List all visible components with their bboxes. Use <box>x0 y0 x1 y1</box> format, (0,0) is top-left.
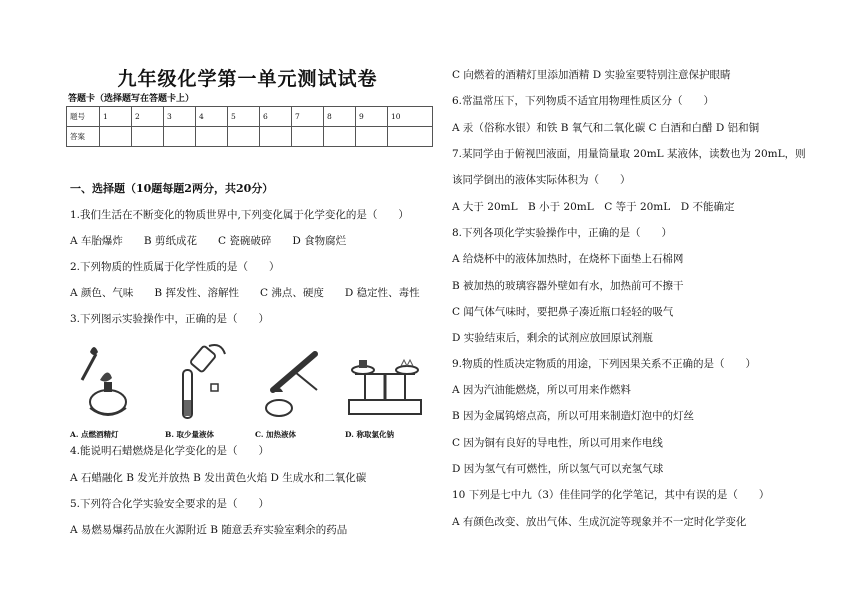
question-line: 该同学倒出的液体实际体积为（ ） <box>452 174 631 186</box>
figure-b <box>165 340 245 440</box>
answer-card-table <box>66 106 433 147</box>
alcohol-lamp-icon <box>70 340 150 425</box>
figure-row <box>70 340 420 440</box>
question-line: 1.我们生活在不断变化的物质世界中,下列变化属于化学变化的是（ ） <box>70 209 409 221</box>
table-cell: 4 <box>196 107 228 127</box>
option-line: A 石蜡融化 B 发光并放热 B 发出黄色火焰 D 生成水和二氧化碳 <box>70 472 367 484</box>
option-line: A 车胎爆炸 B 剪纸成花 C 瓷碗破碎 D 食物腐烂 <box>70 235 347 247</box>
option-line: A 有颜色改变、放出气体、生成沉淀等现象并不一定时化学变化 <box>452 516 747 528</box>
figure-a <box>70 340 150 440</box>
question-line: 4.能说明石蜡燃烧是化学变化的是（ ） <box>70 445 270 457</box>
answer-cell[interactable] <box>260 127 292 147</box>
table-cell: 9 <box>356 107 388 127</box>
option-line: D 实验结束后，剩余的试剂应放回原试剂瓶 <box>452 332 653 344</box>
table-cell: 3 <box>164 107 196 127</box>
option-line: D 因为氢气有可燃性，所以氢气可以充氢气球 <box>452 463 664 475</box>
table-cell: 6 <box>260 107 292 127</box>
question-line: 2.下列物质的性质属于化学性质的是（ ） <box>70 261 280 273</box>
row-label-number: 题号 <box>67 107 100 127</box>
figure-caption: A. 点燃酒精灯 <box>70 430 119 439</box>
question-line: 7.某同学由于俯视凹液面，用量筒量取 20mL 某液体，读数也为 20mL，则 <box>452 148 806 160</box>
test-tube-icon <box>165 340 245 425</box>
question-line: 10 下列是七中九（3）佳佳同学的化学笔记，其中有误的是（ ） <box>452 489 770 501</box>
table-cell: 1 <box>100 107 132 127</box>
balance-scale-icon <box>345 340 425 425</box>
option-line: C 向燃着的酒精灯里添加酒精 D 实验室要特别注意保护眼睛 <box>452 69 731 81</box>
answer-cell[interactable] <box>228 127 260 147</box>
table-cell: 5 <box>228 107 260 127</box>
row-label-answer: 答案 <box>67 127 100 147</box>
table-row-numbers <box>67 107 433 127</box>
answer-cell[interactable] <box>132 127 164 147</box>
answer-card-label: 答题卡（选择题写在答题卡上） <box>68 94 195 104</box>
option-line: A 给烧杯中的液体加热时，在烧杯下面垫上石棉网 <box>452 253 684 265</box>
figure-caption: D. 称取氯化钠 <box>345 430 394 439</box>
option-line: B 因为金属钨熔点高，所以可用来制造灯泡中的灯丝 <box>452 410 695 422</box>
exam-title: 九年级化学第一单元测试试卷 <box>117 68 378 90</box>
option-line: A 颜色、气味 B 挥发性、溶解性 C 沸点、硬度 D 稳定性、毒性 <box>70 287 420 299</box>
question-line: 5.下列符合化学实验安全要求的是（ ） <box>70 498 270 510</box>
table-cell: 8 <box>324 107 356 127</box>
section-heading: 一、选择题（10题每题2两分，共20分） <box>70 182 274 195</box>
table-cell: 10 <box>388 107 433 127</box>
question-line: 3.下列图示实验操作中，正确的是（ ） <box>70 313 270 325</box>
answer-cell[interactable] <box>100 127 132 147</box>
figure-d <box>345 340 425 440</box>
option-line: A 大于 20mL B 小于 20mL C 等于 20mL D 不能确定 <box>452 201 735 213</box>
option-line: A 汞（俗称水银）和铁 B 氧气和二氧化碳 C 白酒和白醋 D 铝和铜 <box>452 122 760 134</box>
answer-cell[interactable] <box>196 127 228 147</box>
question-line: 8.下列各项化学实验操作中，正确的是（ ） <box>452 227 673 239</box>
answer-cell[interactable] <box>388 127 433 147</box>
heating-tube-icon <box>255 340 335 425</box>
figure-caption: C. 加热液体 <box>255 430 297 439</box>
table-cell: 2 <box>132 107 164 127</box>
option-line: C 因为铜有良好的导电性，所以可用来作电线 <box>452 437 663 449</box>
figure-caption: B. 取少量液体 <box>165 430 215 439</box>
table-row-answers <box>67 127 433 147</box>
answer-cell[interactable] <box>356 127 388 147</box>
question-line: 6.常温常压下，下列物质不适宜用物理性质区分（ ） <box>452 95 715 107</box>
answer-cell[interactable] <box>164 127 196 147</box>
answer-cell[interactable] <box>292 127 324 147</box>
option-line: A 易燃易爆药品放在火源附近 B 随意丢弃实验室剩余的药品 <box>70 524 348 536</box>
table-cell: 7 <box>292 107 324 127</box>
option-line: A 因为汽油能燃烧，所以可用来作燃料 <box>452 384 631 396</box>
question-line: 9.物质的性质决定物质的用途，下列因果关系不正确的是（ ） <box>452 358 757 370</box>
option-line: C 闻气体气味时，要把鼻子凑近瓶口轻轻的吸气 <box>452 306 674 318</box>
answer-cell[interactable] <box>324 127 356 147</box>
option-line: B 被加热的玻璃容器外壁如有水，加热前可不擦干 <box>452 280 684 292</box>
figure-c <box>255 340 335 440</box>
